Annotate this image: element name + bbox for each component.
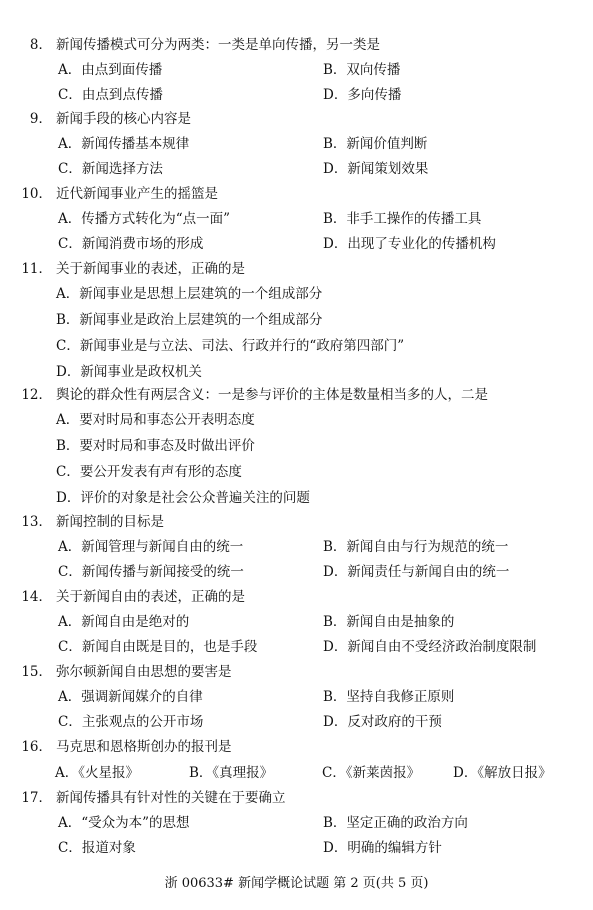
question-stem: 近代新闻事业产生的摇篮是: [56, 186, 218, 202]
option-text: 报道对象: [81, 840, 136, 856]
option-text: 反对政府的干预: [347, 714, 442, 730]
option-label: A．: [58, 689, 82, 705]
option-c: [58, 635, 257, 655]
option-b: [56, 308, 322, 328]
option-text: 新闻自由是抽象的: [346, 614, 455, 630]
option-d: [453, 761, 552, 781]
option-b: [323, 685, 454, 705]
option-d: [56, 486, 310, 506]
option-text: 《真理报》: [212, 765, 274, 781]
option-label: A．: [58, 539, 82, 555]
option-label: D．: [323, 639, 348, 655]
question-stem: 新闻传播具有针对性的关键在于要确立: [56, 790, 286, 806]
option-label: B．: [56, 438, 80, 454]
option-c: [58, 157, 163, 177]
option-label: C．: [322, 765, 346, 781]
option-label: B．: [56, 312, 80, 328]
option-text: 新闻事业是政权机关: [80, 364, 202, 380]
option-label: B．: [323, 62, 347, 78]
option-label: D．: [323, 714, 348, 730]
question-stem: 关于新闻事业的表述，正确的是: [56, 261, 245, 277]
question-number: 15．: [21, 664, 52, 680]
option-text: 要公开发表有声有形的态度: [79, 464, 242, 480]
option-text: 非手工操作的传播工具: [346, 211, 482, 227]
option-label: B．: [189, 765, 213, 781]
question-12: [0, 383, 593, 508]
option-label: C．: [58, 236, 82, 252]
option-b: [323, 610, 454, 630]
question-stem: 新闻控制的目标是: [56, 514, 164, 530]
option-label: A．: [56, 286, 80, 302]
question-number: 16．: [21, 739, 52, 755]
option-a: [55, 761, 139, 781]
option-d: [323, 836, 442, 856]
option-a: [58, 132, 189, 152]
option-label: D．: [323, 564, 348, 580]
option-b: [323, 207, 481, 227]
option-label: B．: [323, 136, 347, 152]
option-text: “受众为本”的思想: [81, 815, 190, 831]
question-number: 10．: [21, 186, 52, 202]
option-text: 坚持自我修正原则: [346, 689, 455, 705]
option-text: 新闻传播与新闻接受的统一: [81, 564, 244, 580]
option-c: [322, 761, 420, 781]
option-label: C．: [58, 714, 82, 730]
question-number: 8．: [29, 37, 52, 53]
option-label: C．: [58, 161, 82, 177]
option-label: B．: [323, 539, 347, 555]
option-c: [58, 836, 136, 856]
option-label: B．: [323, 815, 347, 831]
question-15: [0, 660, 593, 735]
option-text: 新闻责任与新闻自由的统一: [347, 564, 510, 580]
option-c: [56, 460, 242, 480]
option-d: [323, 560, 509, 580]
option-label: D．: [453, 765, 478, 781]
option-text: 主张观点的公开市场: [81, 714, 204, 730]
option-a: [58, 811, 190, 831]
option-d: [323, 157, 428, 177]
question-number: 11．: [21, 261, 52, 277]
option-text: 新闻自由不受经济政治制度限制: [347, 639, 537, 655]
option-b: [323, 811, 468, 831]
option-text: 新闻事业是政治上层建筑的一个组成部分: [79, 312, 323, 328]
option-label: C．: [58, 564, 82, 580]
option-label: A．: [58, 136, 82, 152]
option-label: A．: [58, 815, 82, 831]
option-a: [56, 282, 322, 302]
option-text: 传播方式转化为“点一面”: [81, 211, 231, 227]
option-b: [323, 58, 400, 78]
option-text: 要对时局和事态公开表明态度: [79, 412, 255, 428]
question-9: [0, 107, 593, 182]
question-stem: 新闻传播模式可分为两类：一类是单向传播，另一类是: [56, 37, 380, 53]
option-label: D．: [56, 364, 81, 380]
option-b: [323, 132, 427, 152]
option-d: [323, 83, 401, 103]
option-c: [58, 83, 163, 103]
option-label: C．: [58, 840, 82, 856]
option-label: C．: [58, 87, 82, 103]
option-text: 新闻自由是绝对的: [81, 614, 190, 630]
question-11: [0, 257, 593, 382]
question-10: [0, 182, 593, 257]
option-text: 评价的对象是社会公众普遍关注的问题: [80, 490, 310, 506]
option-label: D．: [323, 87, 348, 103]
option-b: [323, 535, 508, 555]
option-text: 强调新闻媒介的自律: [81, 689, 203, 705]
question-stem: 弥尔顿新闻自由思想的要害是: [56, 664, 232, 680]
option-label: B．: [323, 614, 347, 630]
option-a: [58, 535, 243, 555]
option-c: [58, 560, 244, 580]
option-text: 新闻自由既是目的，也是手段: [81, 639, 258, 655]
option-label: B．: [323, 689, 347, 705]
question-number: 9．: [29, 111, 52, 127]
option-label: A．: [58, 211, 82, 227]
option-label: D．: [323, 236, 348, 252]
option-label: D．: [323, 840, 348, 856]
option-label: C．: [56, 338, 80, 354]
option-text: 《新莱茵报》: [345, 765, 421, 781]
option-c: [58, 232, 203, 252]
option-d: [323, 635, 536, 655]
question-13: [0, 510, 593, 585]
option-b: [56, 434, 255, 454]
option-a: [58, 685, 203, 705]
option-text: 出现了专业化的传播机构: [347, 236, 496, 252]
option-text: 明确的编辑方针: [347, 840, 442, 856]
question-stem: 舆论的群众性有两层含义：一是参与评价的主体是数量相当多的人，二是: [56, 387, 488, 403]
option-text: 新闻消费市场的形成: [81, 236, 204, 252]
option-a: [56, 408, 255, 428]
option-b: [189, 761, 273, 781]
option-text: 新闻事业是思想上层建筑的一个组成部分: [79, 286, 323, 302]
question-stem: 新闻手段的核心内容是: [56, 111, 191, 127]
page-footer: 浙 00633# 新闻学概论试题 第 2 页(共 5 页): [164, 876, 429, 891]
option-text: 双向传播: [346, 62, 401, 78]
option-c: [58, 710, 203, 730]
option-text: 要对时局和事态及时做出评价: [79, 438, 255, 454]
question-number: 13．: [21, 514, 52, 530]
question-stem: 关于新闻自由的表述，正确的是: [56, 589, 245, 605]
question-number: 12．: [21, 387, 52, 403]
option-label: D．: [323, 161, 348, 177]
option-a: [58, 207, 230, 227]
option-text: 新闻管理与新闻自由的统一: [81, 539, 244, 555]
question-number: 14．: [21, 589, 52, 605]
option-text: 新闻自由与行为规范的统一: [346, 539, 509, 555]
question-14: [0, 585, 593, 660]
option-d: [323, 232, 496, 252]
option-a: [58, 610, 189, 630]
option-c: [56, 334, 404, 354]
option-label: A．: [55, 765, 79, 781]
option-text: 新闻策划效果: [347, 161, 429, 177]
option-label: C．: [56, 464, 80, 480]
option-text: 新闻传播基本规律: [81, 136, 190, 152]
option-text: 坚定正确的政治方向: [346, 815, 468, 831]
option-text: 新闻价值判断: [346, 136, 428, 152]
question-8: [0, 33, 593, 108]
option-d: [323, 710, 442, 730]
option-text: 由点到点传播: [81, 87, 163, 103]
option-text: 新闻选择方法: [81, 161, 163, 177]
option-label: A．: [58, 62, 82, 78]
option-label: C．: [58, 639, 82, 655]
option-text: 《火星报》: [78, 765, 139, 781]
option-a: [58, 58, 162, 78]
option-text: 《解放日报》: [477, 765, 552, 781]
option-text: 新闻事业是与立法、司法、行政并行的“政府第四部门”: [79, 338, 405, 354]
option-label: D．: [56, 490, 81, 506]
option-label: A．: [58, 614, 82, 630]
question-number: 17．: [21, 790, 52, 806]
question-stem: 马克思和恩格斯创办的报刊是: [56, 739, 232, 755]
option-label: A．: [56, 412, 80, 428]
question-17: [0, 786, 593, 861]
question-16: [0, 735, 593, 785]
option-label: B．: [323, 211, 347, 227]
option-d: [56, 360, 202, 380]
option-text: 由点到面传播: [81, 62, 163, 78]
option-text: 多向传播: [347, 87, 402, 103]
